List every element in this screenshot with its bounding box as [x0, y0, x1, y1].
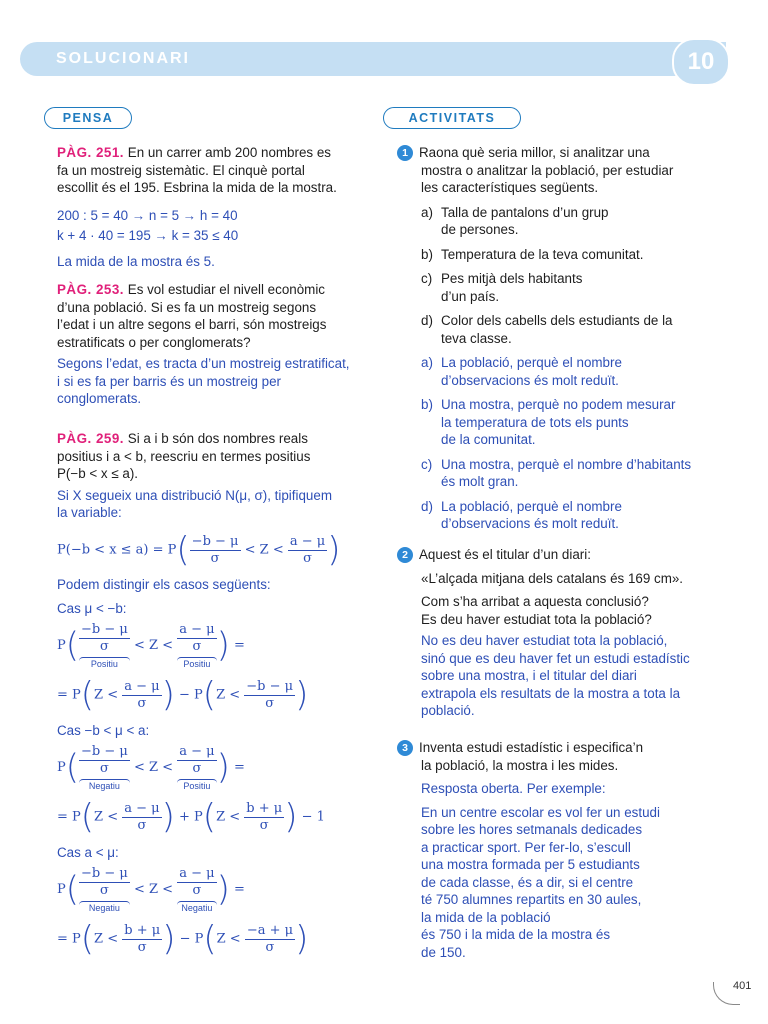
- paren: ): [162, 919, 176, 959]
- case-1-label: Cas μ < −b:: [57, 601, 127, 616]
- pag251-math1: 200 : 5 = 40 → n = 5 → h = 40: [57, 208, 238, 223]
- activity-1-question: les característiques següents.: [421, 180, 599, 195]
- numerator: a − μ: [289, 533, 326, 549]
- positive-brace: Positiu: [79, 657, 130, 669]
- pag251-block: [57, 144, 357, 197]
- denominator: σ: [99, 761, 109, 776]
- item-text: Una mostra, perquè no podem mesurar: [441, 397, 676, 412]
- activity-2: [397, 546, 737, 720]
- activity-3-answer: la mida de la població: [421, 909, 551, 925]
- eq-text: < Z <: [133, 760, 174, 775]
- activity-3-answer: sobre les hores setmanals dedicades: [421, 822, 643, 837]
- denominator: σ: [99, 883, 109, 898]
- item-label: b): [421, 397, 433, 412]
- activity-2-answer: sinó que es deu haver fet un estudi estadístic: [421, 650, 690, 666]
- activity-2-answer: sobre una mostra, i el titular del diari: [421, 668, 637, 683]
- activity-2-question: Com s’ha arribat a aquesta conclusió?: [421, 594, 649, 609]
- negative-brace: Negatiu: [79, 901, 130, 913]
- numerator: −b − μ: [191, 533, 239, 549]
- eq-text: Z <: [94, 931, 119, 947]
- item-label: c): [421, 271, 433, 286]
- activity-number-badge: 3: [397, 740, 413, 756]
- list-item: [421, 270, 727, 305]
- pag251-tag: PÀG. 251.: [57, 145, 125, 160]
- fraction: [244, 801, 284, 834]
- pag253-block: [57, 281, 367, 408]
- paren: ): [295, 919, 309, 959]
- item-text: la temperatura de tots els punts: [441, 414, 629, 430]
- pag253-line: d’una població. Si es fa un mostreig segons: [57, 299, 317, 315]
- denominator: σ: [303, 550, 312, 566]
- answer-item: [421, 456, 727, 491]
- item-text: Color dels cabells dels estudiants de la: [441, 313, 673, 328]
- paren: ): [216, 869, 230, 910]
- case-2-eq-b: [57, 797, 325, 837]
- item-text: de la comunitat.: [441, 432, 536, 447]
- item-text: d’observacions és molt reduït.: [441, 372, 619, 388]
- eq-text: < Z <: [244, 542, 284, 558]
- eq-text: Z <: [94, 809, 119, 825]
- positive-brace: Positiu: [177, 657, 216, 669]
- activity-2-answer: extrapola els resultats de la mostra a tota la: [421, 685, 681, 701]
- paren: (: [203, 919, 217, 959]
- item-text: és molt gran.: [441, 474, 519, 489]
- item-text: d’observacions és molt reduït.: [441, 516, 619, 531]
- activity-3-question: Inventa estudi estadístic i especifica’n: [419, 740, 644, 755]
- activity-2-question: Aquest és el titular d’un diari:: [419, 547, 591, 562]
- eq-text: =: [233, 760, 245, 775]
- numerator: −a + μ: [246, 922, 294, 938]
- header-banner: [20, 42, 726, 76]
- fraction: [122, 801, 161, 834]
- fraction: [79, 622, 130, 669]
- paren: ): [161, 675, 175, 715]
- fraction: [288, 534, 327, 567]
- eq-text: =: [233, 638, 245, 653]
- denominator: σ: [137, 817, 147, 833]
- eq-text: − P: [179, 687, 203, 703]
- eq-text: P: [57, 760, 66, 775]
- list-item: [421, 204, 727, 239]
- paren: ): [161, 797, 175, 837]
- denominator: σ: [259, 817, 269, 833]
- paren: (: [65, 625, 80, 666]
- pensa-heading: PENSA: [44, 107, 132, 129]
- item-label: b): [421, 246, 433, 262]
- paren: ): [284, 797, 298, 837]
- pag253-line: estratificats o per conglomerats?: [57, 334, 251, 350]
- activity-2-answer: població.: [421, 703, 475, 718]
- pag253-line: Es vol estudiar el nivell econòmic: [127, 282, 325, 297]
- distinguish-text: Podem distingir els casos següents:: [57, 577, 271, 592]
- denominator: σ: [192, 883, 202, 898]
- fraction: [79, 866, 130, 913]
- pag259-answer: la variable:: [57, 505, 122, 520]
- pag251-line: En un carrer amb 200 nombres es: [127, 145, 331, 160]
- paren: (: [65, 747, 80, 788]
- activity-number-badge: 1: [397, 145, 413, 161]
- activity-1-question: mostra o analitzar la població, per estudiar: [421, 162, 674, 178]
- item-text: d’un país.: [441, 288, 500, 304]
- pag251-answer: La mida de la mostra és 5.: [57, 254, 215, 269]
- item-text: teva classe.: [441, 330, 512, 346]
- activitats-heading: ACTIVITATS: [383, 107, 521, 129]
- answer-item: [421, 396, 727, 449]
- pag253-answer: i si es fa per barris és un mostreig per: [57, 373, 282, 389]
- denominator: σ: [192, 639, 202, 654]
- page-number: 401: [733, 980, 752, 992]
- numerator: a − μ: [179, 866, 215, 881]
- pag253-tag: PÀG. 253.: [57, 282, 125, 297]
- answer-item: [421, 498, 727, 533]
- pag251-math2: k + 4 · 40 = 195 → k = 35 ≤ 40: [57, 228, 239, 243]
- numerator: a − μ: [179, 622, 215, 637]
- item-label: a): [421, 355, 433, 370]
- paren: (: [202, 675, 217, 715]
- activity-1: [397, 144, 727, 533]
- eq-text: + P: [179, 809, 203, 825]
- numerator: −b − μ: [81, 622, 128, 637]
- case-2-eq-a: [57, 744, 245, 791]
- paren: ): [327, 530, 341, 570]
- item-label: a): [421, 204, 433, 220]
- case-3-label: Cas a < μ:: [57, 845, 119, 860]
- activity-3-answer: una mostra formada per 5 estudiants: [421, 857, 640, 872]
- item-text: de persones.: [441, 222, 519, 237]
- paren: (: [65, 869, 80, 910]
- fraction: [122, 679, 161, 712]
- pag259-tag: PÀG. 259.: [57, 431, 125, 446]
- numerator: b + μ: [124, 922, 161, 938]
- fraction: [190, 534, 241, 567]
- item-text: La població, perquè el nombre: [441, 355, 622, 370]
- denominator: σ: [265, 939, 275, 955]
- activity-1-question: Raona què seria millor, si analitzar una: [419, 145, 650, 160]
- activity-3-answer: té 750 alumnes repartits en 30 aules,: [421, 892, 642, 907]
- case-1-eq-a: [57, 622, 245, 669]
- activity-2-quote: «L’alçada mitjana dels catalans és 169 cm».: [421, 570, 684, 586]
- case-1-eq-b: [57, 675, 309, 715]
- numerator: −b − μ: [246, 678, 294, 694]
- denominator: σ: [192, 761, 202, 776]
- item-text: Pes mitjà dels habitants: [441, 271, 583, 286]
- pag251-math: [57, 206, 357, 272]
- pag259-line: P(−b < x ≤ a).: [57, 466, 139, 481]
- activity-3-answer: de 150.: [421, 944, 466, 960]
- fraction: [245, 923, 295, 956]
- item-label: c): [421, 456, 433, 472]
- negative-brace: Negatiu: [177, 901, 216, 913]
- paren: (: [80, 919, 95, 959]
- activity-2-question: Es deu haver estudiat tota la població?: [421, 611, 652, 627]
- eq-text: < Z <: [133, 638, 174, 653]
- eq-text: P(−b < x ≤ a) = P: [57, 542, 177, 558]
- chapter-number: 10: [672, 38, 730, 86]
- eq-text: Z <: [94, 687, 119, 703]
- paren: ): [216, 625, 230, 666]
- item-label: d): [421, 498, 433, 514]
- negative-brace: Negatiu: [79, 779, 130, 791]
- case-3-eq-b: [57, 919, 309, 959]
- pag259-line: Si a i b són dos nombres reals: [127, 431, 308, 446]
- eq-text: − P: [179, 931, 204, 947]
- positive-brace: Positiu: [177, 779, 216, 791]
- denominator: σ: [210, 550, 220, 566]
- activity-3-answer: En un centre escolar es vol fer un estudi: [421, 804, 660, 820]
- activity-3-answer: és 750 i la mida de la mostra és: [421, 927, 611, 942]
- item-text: Una mostra, perquè el nombre d’habitants: [441, 456, 692, 472]
- denominator: σ: [137, 939, 147, 955]
- pag259-block: [57, 430, 367, 522]
- eq-text: = P: [57, 931, 81, 947]
- numerator: b + μ: [246, 800, 283, 816]
- activity-number-badge: 2: [397, 547, 413, 563]
- numerator: −b − μ: [81, 744, 128, 759]
- pag251-line: escollit és el 195. Esbrina la mida de la mostra.: [57, 180, 337, 195]
- pag253-answer: conglomerats.: [57, 391, 142, 406]
- item-text: Temperatura de la teva comunitat.: [441, 246, 644, 262]
- eq-text: = P: [57, 809, 81, 825]
- eq-text: Z <: [216, 687, 241, 703]
- numerator: a − μ: [124, 678, 160, 694]
- eq-text: P: [57, 638, 66, 653]
- activity-3-answer: Resposta oberta. Per exemple:: [421, 781, 606, 796]
- pag253-answer: Segons l’edat, es tracta d’un mostreig estratificat,: [57, 356, 350, 371]
- eq-text: =: [233, 882, 245, 897]
- fraction: [79, 744, 130, 791]
- denominator: σ: [265, 695, 275, 711]
- activity-3-answer: de cada classe, és a dir, si el centre: [421, 874, 634, 890]
- fraction: [244, 679, 295, 712]
- fraction: [177, 744, 216, 791]
- item-text: La població, perquè el nombre: [441, 498, 622, 514]
- paren: (: [80, 797, 95, 837]
- item-text: Talla de pantalons d’un grup: [441, 204, 609, 220]
- item-label: d): [421, 313, 433, 328]
- eq-text: < Z <: [133, 882, 174, 897]
- paren: (: [202, 797, 217, 837]
- paren: (: [80, 675, 95, 715]
- header-title: SOLUCIONARI: [56, 50, 190, 67]
- paren: ): [216, 747, 230, 788]
- eq-text: − 1: [301, 809, 325, 825]
- case-2-label: Cas −b < μ < a:: [57, 723, 150, 738]
- pag253-line: l’edat i un altre segons el barri, són mostreigs: [57, 317, 327, 332]
- fraction: [177, 622, 216, 669]
- list-item: [421, 312, 727, 347]
- pag259-line: positius i a < b, reescriu en termes positius: [57, 448, 311, 464]
- denominator: σ: [137, 695, 147, 711]
- denominator: σ: [99, 639, 109, 654]
- activity-3: [397, 739, 727, 961]
- pag259-answer: Si X segueix una distribució N(μ, σ), tipifiquem: [57, 487, 332, 503]
- answer-item: [421, 354, 727, 389]
- fraction: [122, 923, 162, 956]
- eq-text: Z <: [216, 809, 241, 825]
- activity-3-question: la població, la mostra i les mides.: [421, 757, 619, 773]
- eq-text: P: [57, 882, 66, 897]
- eq-text: = P: [57, 687, 81, 703]
- paren: (: [176, 530, 190, 570]
- list-item: [421, 246, 727, 264]
- fraction: [177, 866, 216, 913]
- paren: ): [295, 675, 309, 715]
- eq-text: Z <: [216, 931, 241, 947]
- activity-2-answer: No es deu haver estudiat tota la població,: [421, 633, 668, 648]
- numerator: −b − μ: [81, 866, 128, 881]
- activity-3-answer: a practicar sport. Per fer-lo, s’escull: [421, 839, 631, 855]
- case-3-eq-a: [57, 866, 245, 913]
- numerator: a − μ: [124, 800, 160, 816]
- numerator: a − μ: [179, 744, 215, 759]
- equation-1: [57, 530, 341, 570]
- pag251-line: fa un mostreig sistemàtic. El cinquè portal: [57, 162, 305, 178]
